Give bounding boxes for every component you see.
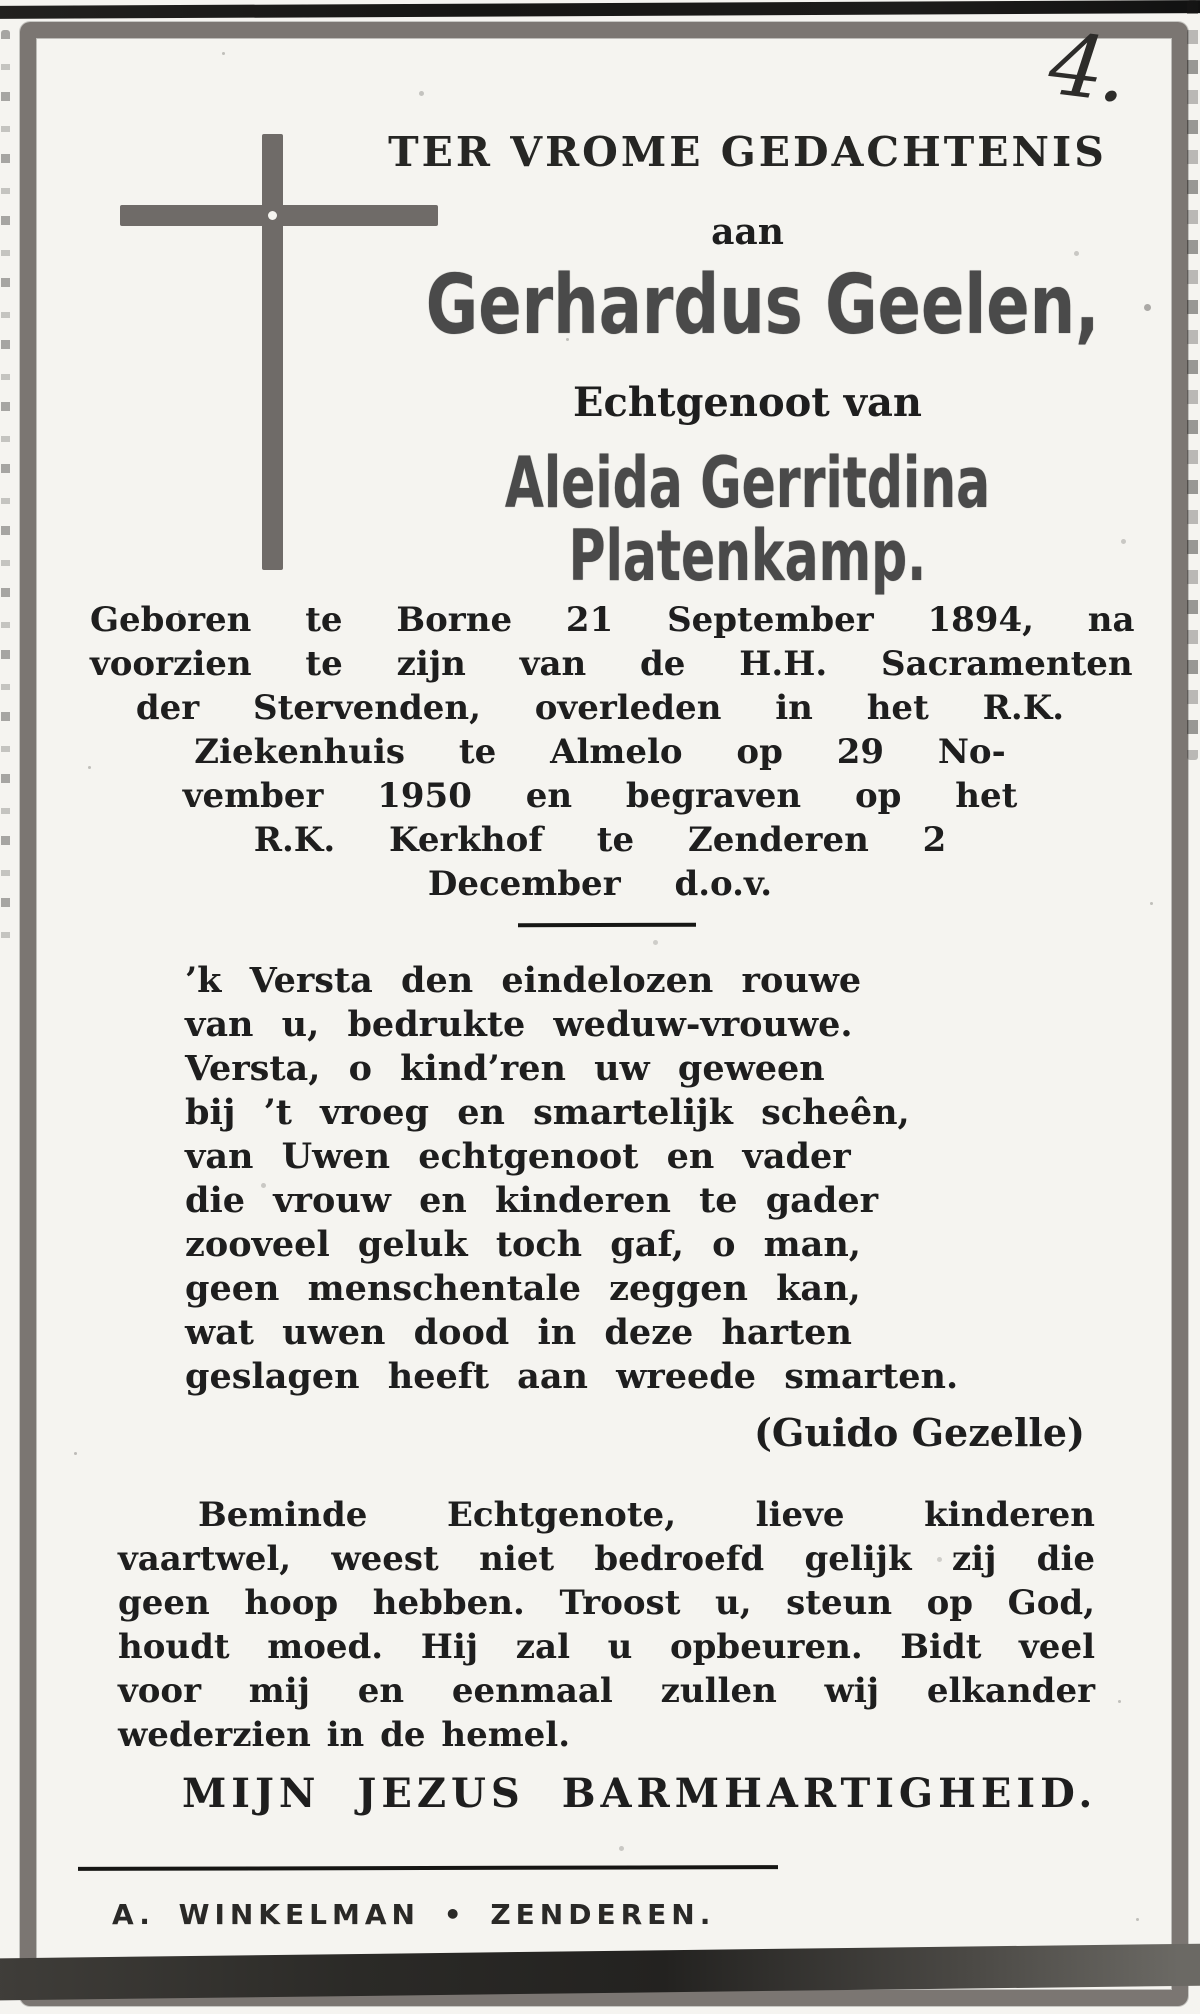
paper-specks <box>0 0 3 3</box>
poem-line: ’k Versta den eindelozen rouwe <box>185 960 862 1001</box>
biography-line: December d.o.v. <box>427 864 773 904</box>
cross-vertical-bar <box>262 134 283 570</box>
poem-line: bij ’t vroeg en smartelijk scheên, <box>185 1092 910 1133</box>
biography-line: Ziekenhuis te Almelo op 29 No- <box>194 732 1006 772</box>
poem-line: van u, bedrukte weduw-vrouwe. <box>185 1004 853 1045</box>
farewell-line: Beminde Echtgenote, lieve kinderen <box>198 1495 1095 1535</box>
farewell-line: vaartwel, weest niet bedroefd gelijk zij die <box>118 1539 1095 1579</box>
section-divider-line <box>518 923 696 928</box>
preposition-aan: aan <box>711 211 784 253</box>
biography-line: vember 1950 en begraven op het <box>182 776 1018 816</box>
poem-line: van Uwen echtgenoot en vader <box>185 1136 851 1177</box>
handwritten-page-number: 4. <box>1043 14 1130 123</box>
prayer-line: MIJN JEZUS BARMHARTIGHEID. <box>182 1770 1098 1817</box>
poem-block <box>185 959 1045 1399</box>
spouse-name-line2: Platenkamp. <box>568 515 927 597</box>
card-header <box>335 0 1160 700</box>
memorial-heading: TER VROME GEDACHTENIS <box>388 128 1107 176</box>
relation-line: Echtgenoot van <box>573 379 922 426</box>
poem-line: wat uwen dood in deze harten <box>185 1312 852 1353</box>
farewell-line: houdt moed. Hij zal u opbeuren. Bidt veel <box>118 1627 1095 1667</box>
poem-line: Versta, o kind’ren uw geween <box>185 1048 825 1089</box>
spouse-name-line1: Aleida Gerritdina <box>504 442 991 524</box>
poem-line: geslagen heeft aan wreede smarten. <box>185 1356 959 1397</box>
cross-center-dot <box>268 211 277 220</box>
printer-imprint: A. WINKELMAN • ZENDEREN. <box>112 1898 716 1931</box>
poem-line: die vrouw en kinderen te gader <box>185 1180 879 1221</box>
scan-right-edge-artifact <box>1187 0 1198 760</box>
biography-line: Geboren te Borne 21 September 1894, na <box>90 600 1135 640</box>
farewell-line: wederzien in de hemel. <box>118 1715 571 1755</box>
deceased-name: Gerhardus Geelen, <box>425 258 1100 353</box>
biography-line: voorzien te zijn van de H.H. Sacramenten <box>90 644 1133 684</box>
biography-block <box>90 598 1135 906</box>
poem-attribution: (Guido Gezelle) <box>753 1410 1085 1455</box>
poem-line: zooveel geluk toch gaf, o man, <box>185 1224 861 1265</box>
biography-line: der Stervenden, overleden in het R.K. <box>135 688 1065 728</box>
farewell-line: voor mij en eenmaal zullen wij elkander <box>118 1671 1095 1711</box>
biography-line: R.K. Kerkhof te Zenderen 2 <box>253 820 947 860</box>
poem-line: geen menschentale zeggen kan, <box>185 1268 861 1309</box>
farewell-line: geen hoop hebben. Troost u, steun op God, <box>118 1583 1095 1623</box>
scan-left-edge-artifact <box>1 30 10 950</box>
farewell-paragraph <box>118 1493 1095 1757</box>
